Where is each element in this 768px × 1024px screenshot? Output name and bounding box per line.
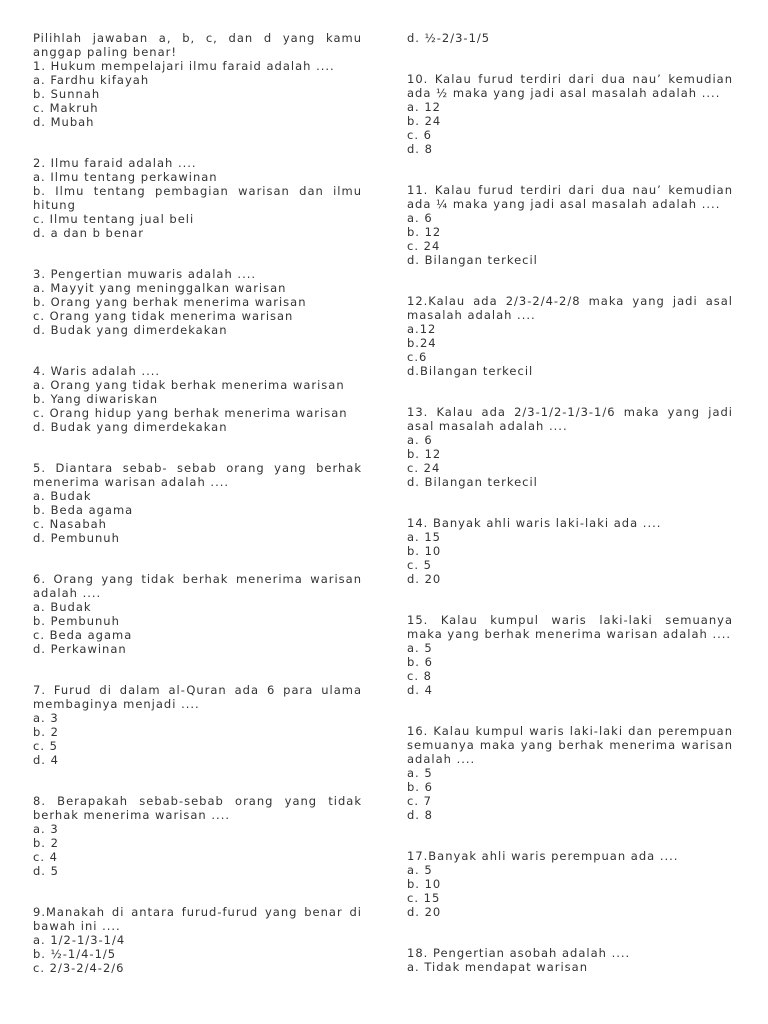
question-block <box>33 461 362 545</box>
answer-option: d. ½-2/3-1/5 <box>407 31 491 45</box>
answer-option: d.Bilangan terkecil <box>407 364 534 378</box>
answer-option: a. 5 <box>407 863 433 877</box>
question-text: 2. Ilmu faraid adalah .... <box>33 156 197 170</box>
answer-option: c. 8 <box>407 669 432 683</box>
answer-option: d. Pembunuh <box>33 531 120 545</box>
answer-option: c. Ilmu tentang jual beli <box>33 212 195 226</box>
answer-option: d. Bilangan terkecil <box>407 253 538 267</box>
answer-option: b. Sunnah <box>33 87 101 101</box>
answer-option: d. Budak yang dimerdekakan <box>33 420 228 434</box>
answer-option: b. 6 <box>407 655 433 669</box>
question-block <box>407 516 733 586</box>
question-text: 5. Diantara sebab- sebab orang yang berhak menerima warisan adalah .... <box>33 461 362 489</box>
answer-option: d. Mubah <box>33 115 95 129</box>
answer-option: b. 12 <box>407 225 442 239</box>
answer-option: d. Bilangan terkecil <box>407 475 538 489</box>
answer-option: d. 4 <box>407 683 433 697</box>
question-text: 10. Kalau furud terdiri dari dua nau’ kemudian ada ½ maka yang jadi asal masalah adalah .... <box>407 72 733 100</box>
question-block <box>33 683 362 767</box>
answer-option: a. 5 <box>407 766 433 780</box>
left-question-list <box>33 59 362 975</box>
answer-option: c. 24 <box>407 461 441 475</box>
answer-option: c. Nasabah <box>33 517 107 531</box>
question-text: 18. Pengertian asobah adalah .... <box>407 946 631 960</box>
answer-option: c.6 <box>407 350 428 364</box>
answer-option: a. 6 <box>407 211 433 225</box>
question-block <box>33 572 362 656</box>
answer-option: c. Orang yang tidak menerima warisan <box>33 309 294 323</box>
answer-option: b. 6 <box>407 780 433 794</box>
answer-option: c. 15 <box>407 891 441 905</box>
answer-option: d. 20 <box>407 905 442 919</box>
question-text: 14. Banyak ahli waris laki-laki ada .... <box>407 516 662 530</box>
question-block <box>407 31 733 45</box>
question-text: 6. Orang yang tidak berhak menerima warisan adalah .... <box>33 572 362 600</box>
answer-option: a.12 <box>407 322 437 336</box>
answer-option: b. Yang diwariskan <box>33 392 158 406</box>
answer-option: a. 3 <box>33 711 59 725</box>
right-column <box>407 31 733 974</box>
answer-option: a. Tidak mendapat warisan <box>407 960 589 974</box>
instructions-text: Pilihlah jawaban a, b, c, dan d yang kamu anggap paling benar! <box>33 31 362 59</box>
question-text: 1. Hukum mempelajari ilmu faraid adalah .... <box>33 59 335 73</box>
question-text: 11. Kalau furud terdiri dari dua nau’ kemudian ada ¼ maka yang jadi asal masalah adalah .... <box>407 183 733 211</box>
question-text: 8. Berapakah sebab-sebab orang yang tidak berhak menerima warisan .... <box>33 794 362 822</box>
answer-option: c. 6 <box>407 128 432 142</box>
answer-option: d. Perkawinan <box>33 642 127 656</box>
answer-option: a. 6 <box>407 433 433 447</box>
answer-option: c. 5 <box>33 739 58 753</box>
answer-option: b. 10 <box>407 877 442 891</box>
answer-option: b. 2 <box>33 725 59 739</box>
question-block <box>407 946 733 974</box>
answer-option: c. Orang hidup yang berhak menerima warisan <box>33 406 348 420</box>
answer-option: d. 5 <box>33 864 59 878</box>
question-block <box>33 364 362 434</box>
question-block <box>33 905 362 975</box>
answer-option: b. Ilmu tentang pembagian warisan dan ilmu hitung <box>33 184 362 212</box>
answer-option: d. 8 <box>407 808 433 822</box>
answer-option: c. Beda agama <box>33 628 133 642</box>
question-block <box>407 849 733 919</box>
answer-option: a. Orang yang tidak berhak menerima warisan <box>33 378 345 392</box>
answer-option: a. Budak <box>33 600 92 614</box>
answer-option: c. 4 <box>33 850 58 864</box>
question-block <box>407 294 733 378</box>
question-block <box>407 183 733 267</box>
question-block <box>407 724 733 822</box>
question-block <box>33 794 362 878</box>
question-text: 7. Furud di dalam al-Quran ada 6 para ulama membaginya menjadi .... <box>33 683 362 711</box>
question-block <box>33 59 362 129</box>
answer-option: b. 12 <box>407 447 442 461</box>
answer-option: c. 24 <box>407 239 441 253</box>
question-text: 13. Kalau ada 2/3-1/2-1/3-1/6 maka yang jadi asal masalah adalah .... <box>407 405 733 433</box>
answer-option: a. 5 <box>407 641 433 655</box>
answer-option: b. ½-1/4-1/5 <box>33 947 117 961</box>
answer-option: a. 3 <box>33 822 59 836</box>
question-block <box>407 72 733 156</box>
answer-option: d. 20 <box>407 572 442 586</box>
answer-option: a. 12 <box>407 100 441 114</box>
answer-option: a. Mayyit yang meninggalkan warisan <box>33 281 287 295</box>
question-text: 12.Kalau ada 2/3-2/4-2/8 maka yang jadi asal masalah adalah .... <box>407 294 733 322</box>
question-block <box>33 156 362 240</box>
answer-option: d. a dan b benar <box>33 226 144 240</box>
answer-option: d. 8 <box>407 142 433 156</box>
answer-option: c. 7 <box>407 794 432 808</box>
answer-option: b. 24 <box>407 114 442 128</box>
question-text: 3. Pengertian muwaris adalah .... <box>33 267 257 281</box>
question-text: 16. Kalau kumpul waris laki-laki dan perempuan semuanya maka yang berhak menerima warisan adalah .... <box>407 724 733 766</box>
question-text: 15. Kalau kumpul waris laki-laki semuanya maka yang berhak menerima warisan adalah .... <box>407 613 733 641</box>
question-text: 4. Waris adalah .... <box>33 364 161 378</box>
answer-option: a. 15 <box>407 530 441 544</box>
question-text: 9.Manakah di antara furud-furud yang benar di bawah ini .... <box>33 905 362 933</box>
left-column <box>33 31 362 975</box>
answer-option: a. Budak <box>33 489 92 503</box>
answer-option: b. 10 <box>407 544 442 558</box>
question-block <box>33 267 362 337</box>
answer-option: d. 4 <box>33 753 59 767</box>
answer-option: b. Orang yang berhak menerima warisan <box>33 295 307 309</box>
question-text: 17.Banyak ahli waris perempuan ada .... <box>407 849 679 863</box>
answer-option: c. Makruh <box>33 101 99 115</box>
answer-option: a. Fardhu kifayah <box>33 73 150 87</box>
answer-option: b.24 <box>407 336 437 350</box>
answer-option: a. 1/2-1/3-1/4 <box>33 933 126 947</box>
answer-option: c. 5 <box>407 558 432 572</box>
answer-option: b. Pembunuh <box>33 614 120 628</box>
answer-option: c. 2/3-2/4-2/6 <box>33 961 125 975</box>
question-block <box>407 613 733 697</box>
answer-option: a. Ilmu tentang perkawinan <box>33 170 218 184</box>
answer-option: b. 2 <box>33 836 59 850</box>
answer-option: b. Beda agama <box>33 503 134 517</box>
question-block <box>407 405 733 489</box>
answer-option: d. Budak yang dimerdekakan <box>33 323 228 337</box>
right-question-list <box>407 31 733 974</box>
